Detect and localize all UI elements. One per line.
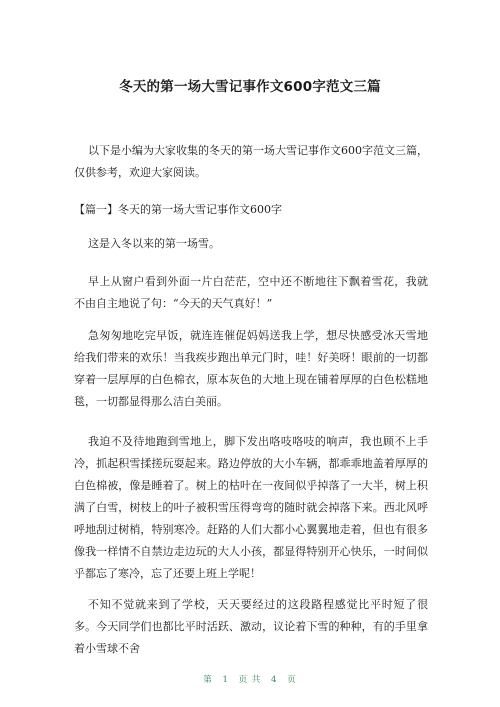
intro-paragraph: 以下是小编为大家收集的冬天的第一场大雪记事作文600字范文三篇，仅供参考，欢迎大家阅读。 xyxy=(74,144,428,179)
body-paragraph: 我迫不及待地跑到雪地上，脚下发出咯吱咯吱的响声，我也顾不上手冷，抓起积雪揉搓玩耍起来。路边停放的大小车辆，都乖乖地盖着厚厚的白色棉被，像是睡着了。树上的枯叶在一夜间似乎掉落了一大半，树上积满了白雪，树枝上的叶子被积雪压得弯弯的随时就会掉落下来。西北风呼呼地刮过树梢，特别寒冷。赶路的人们大都小心翼翼地走着，但也有很多像我一样情不自禁边走边玩的大人小孩，都显得特别开心快乐，一时间似乎都忘了寒冷，忘了还要上班上学呢！ xyxy=(74,435,428,580)
footer-current-page: 1 xyxy=(222,675,229,685)
footer-total-pages: 4 xyxy=(271,675,278,685)
body-paragraph: 急匆匆地吃完早饭，就连连催促妈妈送我上学，想尽快感受冰天雪地给我们带来的欢乐！当我疾步跑出单元门时，哇！好美呀！眼前的一切都穿着一层厚厚的白色棉衣，原本灰色的大地上现在铺着厚厚的白色松糕地毯，一切都显得那么洁白美丽。 xyxy=(74,329,428,408)
section-heading: 【篇一】冬天的第一场大雪记事作文600字 xyxy=(74,203,282,216)
document-title: 冬天的第一场大雪记事作文600字范文三篇 xyxy=(119,79,381,95)
footer-word-of: 页 共 xyxy=(238,675,262,685)
body-paragraph: 早上从窗户看到外面一片白茫茫，空中还不断地往下飘着雪花，我就不由自主地说了句：“今天的天气真好！” xyxy=(74,275,428,310)
body-paragraph: 不知不觉就来到了学校，天天要经过的这段路程感觉比平时短了很多。今天同学们也都比平时活跃、激动，议论着下雪的种种，有的手里拿着小雪球不舍 xyxy=(74,598,428,655)
footer-word-pages: 页 xyxy=(287,675,297,685)
page-number-footer xyxy=(0,673,500,685)
footer-word-page: 第 xyxy=(203,675,213,685)
body-paragraph: 这是入冬以来的第一场雪。 xyxy=(88,237,220,250)
